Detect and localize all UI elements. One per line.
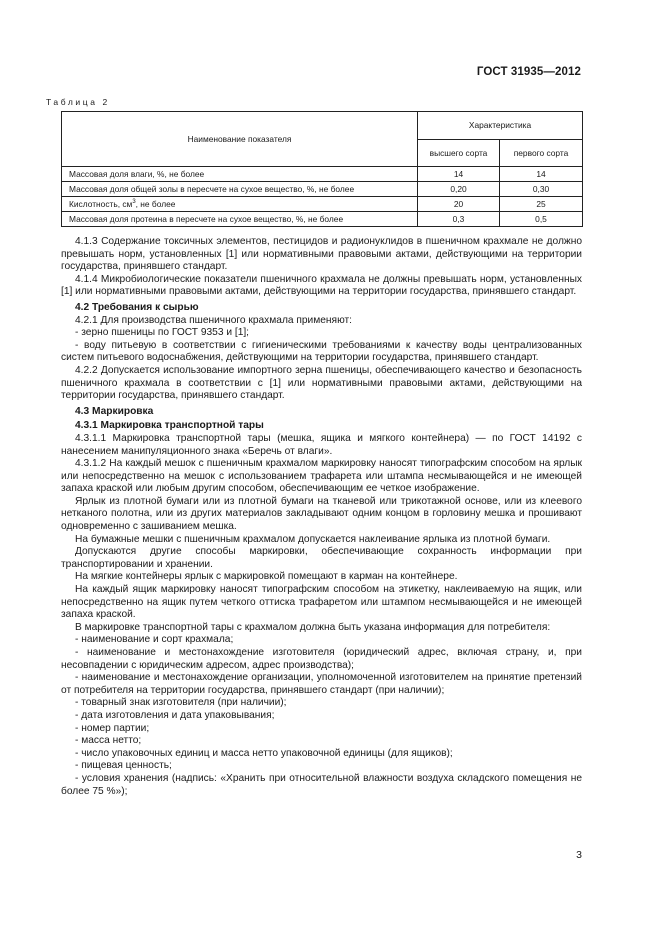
column-header-grade-2: первого сорта — [500, 140, 583, 167]
table-row — [62, 182, 583, 197]
row-name-text: Кислотность, см — [69, 198, 133, 209]
table-row — [62, 167, 583, 182]
paragraph-soft-containers: На мягкие контейнеры ярлык с маркировкой помещают в карман на контейнере. — [75, 571, 458, 583]
list-item: - воду питьевую в соответствии с гигиеническими требованиями к качеству воды централизованных систем питьевого водоснабжения, действующими на территории государства, принявшего стандарт. — [61, 339, 582, 364]
list-item: - пищевая ценность; — [75, 760, 172, 772]
list-item: - условия хранения (надпись: «Хранить при относительной влажности воздуха складского помещения не более 75 %»); — [61, 772, 582, 797]
section-heading-4-3: 4.3 Маркировка — [75, 405, 154, 417]
row-value-grade-2: 25 — [500, 197, 583, 212]
row-value-grade-2: 14 — [500, 167, 583, 182]
row-name-suffix: , не более — [135, 198, 176, 209]
paragraph-consumer-info: В маркировке транспортной тары с крахмалом должна быть указана информация для потребителя: — [75, 621, 551, 633]
row-name-superscript: 3 — [132, 198, 136, 205]
row-name: Массовая доля влаги, %, не более — [62, 167, 418, 182]
paragraph-paper-bags: На бумажные мешки с пшеничным крахмалом допускается наклеивание ярлыка из плотной бумаги. — [75, 533, 551, 545]
paragraph-label: Ярлык из плотной бумаги или из плотной бумаги на тканевой или трикотажной основе, или из клеевого нетканого полотна, или из других материалов закладывают одним концом в горловину мешка и прошивают одновременно с зашиванием мешка. — [61, 495, 582, 533]
table-row — [62, 212, 583, 227]
paragraph-4-2-1: 4.2.1 Для производства пшеничного крахмала применяют: — [75, 314, 352, 326]
row-name: Массовая доля протеина в пересчете на сухое вещество, %, не более — [62, 212, 418, 227]
page-number: 3 — [576, 849, 582, 861]
paragraph-boxes: На каждый ящик маркировку наносят типографским способом на этикетку, наклеиваемую на ящик, или непосредственно на ящик путем четкого оттиска трафаретом или штампом несмывающейся и не имеющей запаха краской. — [61, 584, 582, 621]
row-value-grade-1: 14 — [418, 167, 500, 182]
row-value-grade-1: 0,3 — [418, 212, 500, 227]
list-item: - наименование и сорт крахмала; — [75, 634, 234, 646]
column-header-characteristic: Характеристика — [418, 112, 583, 140]
list-item: - номер партии; — [75, 722, 150, 734]
section-heading-4-2: 4.2 Требования к сырью — [75, 301, 199, 313]
paragraph-4-1-4: 4.1.4 Микробиологические показатели пшеничного крахмала не должны превышать норм, установленных [1] или нормативными правовыми актами, действующими на территории государства, принявшего стандарт. — [61, 273, 582, 298]
list-item: - масса нетто; — [75, 735, 142, 747]
table-caption: Таблица 2 — [46, 97, 110, 107]
list-item: - наименование и местонахождение организации, уполномоченной изготовителем на принятие претензий от потребителя на территории государства, принявшего стандарт (при наличии); — [61, 672, 582, 696]
list-item: - товарный знак изготовителя (при наличии); — [75, 697, 287, 709]
list-item: - зерно пшеницы по ГОСТ 9353 и [1]; — [75, 327, 250, 339]
paragraph-4-3-1-1: 4.3.1.1 Маркировка транспортной тары (мешка, ящика и мягкого контейнера) — по ГОСТ 14192 с нанесением манипуляционного знака «Беречь от влаги». — [61, 432, 582, 457]
list-item: - число упаковочных единиц и масса нетто упаковочной единицы (для ящиков); — [75, 747, 453, 759]
paragraph-4-1-3: 4.1.3 Содержание токсичных элементов, пестицидов и радионуклидов в пшеничном крахмале не должно превышать норм, установленных [1] или нормативными правовыми актами, действующими на территории государства, принявшего стандарт. — [61, 236, 582, 273]
column-header-name: Наименование показателя — [62, 112, 418, 167]
row-value-grade-1: 0,20 — [418, 182, 500, 197]
characteristics-table — [61, 111, 583, 227]
row-name: Массовая доля общей золы в пересчете на сухое вещество, %, не более — [62, 182, 418, 197]
paragraph-other-methods: Допускаются другие способы маркировки, обеспечивающие сохранность информации при транспортировании и хранении. — [61, 546, 582, 570]
row-name — [62, 197, 418, 212]
table-row — [62, 197, 583, 212]
document-body — [61, 236, 582, 798]
paragraph-4-2-2: 4.2.2 Допускается использование импортного зерна пшеницы, обеспечивающего качество и безопасность пшеничного крахмала в соответствии с [1] или нормативными правовыми актами, действующими на территории государства, принявшего стандарт. — [61, 364, 582, 402]
list-item: - дата изготовления и дата упаковывания; — [75, 709, 275, 721]
document-header: ГОСТ 31935—2012 — [476, 66, 581, 78]
row-value-grade-1: 20 — [418, 197, 500, 212]
subsection-heading-4-3-1: 4.3.1 Маркировка транспортной тары — [75, 420, 264, 432]
list-item: - наименование и местонахождение изготовителя (юридический адрес, включая страну, и, при несовпадении с юридическим адресом, адрес производства); — [61, 647, 582, 671]
row-value-grade-2: 0,30 — [500, 182, 583, 197]
row-value-grade-2: 0,5 — [500, 212, 583, 227]
paragraph-4-3-1-2: 4.3.1.2 На каждый мешок с пшеничным крахмалом маркировку наносят типографским способом на ярлык или непосредственно на мешок с использованием трафарета или штампа несмывающейся и не имеющей запаха краской или любым другим способом, обеспечивающим ее четкое изображение. — [61, 458, 582, 495]
column-header-grade-1: высшего сорта — [418, 140, 500, 167]
